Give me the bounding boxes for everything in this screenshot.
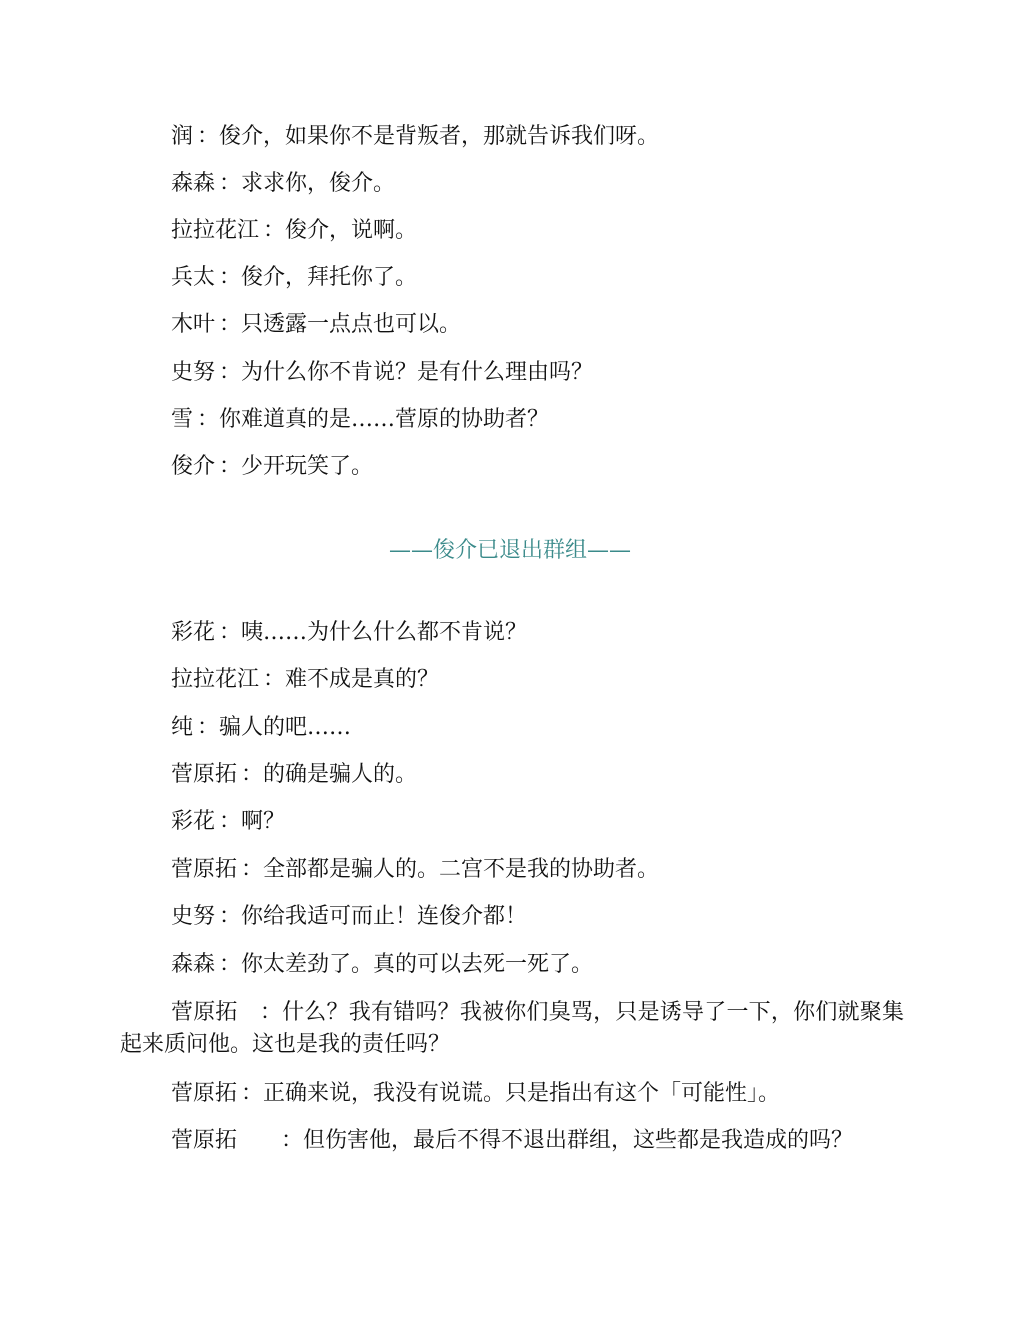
speaker-name: 森森 [171,952,216,977]
separator: ： [219,454,242,479]
separator: ： [219,312,242,337]
dialogue-text: 俊介，说啊。 [285,218,418,243]
dialogue-paragraph: 菅原拓 ：什么？我有错吗？我被你们臭骂，只是诱导了一下，你们就聚集起来质问他。这也是我的责任吗？ [120,1000,904,1057]
dialogue-line [171,122,659,152]
dialogue-text: 你给我适可而止！连俊介都！ [241,904,528,929]
speaker-name: 木叶 [171,312,216,337]
separator: ： [219,620,242,645]
speaker-name: 雪 [171,407,194,432]
separator: ： [219,809,242,834]
dialogue-line [171,618,527,648]
dialogue-text: 少开玩笑了。 [241,454,374,479]
dialogue-line [171,855,659,885]
separator: ： [241,1081,264,1106]
separator: ： [241,762,264,787]
dialogue-line [171,216,417,246]
dialogue-text: 你难道真的是……菅原的协助者？ [219,407,550,432]
separator: ： [219,171,242,196]
speaker-name: 兵太 [171,265,216,290]
speaker-name: 菅原拓 [171,857,238,882]
speaker-name: 史努 [171,360,216,385]
dialogue-line [171,902,527,932]
dialogue-line [171,950,593,980]
dialogue-line [171,452,373,482]
separator: ： [263,667,286,692]
dialogue-text: 咦……为什么什么都不肯说？ [241,620,528,645]
dialogue-text: 你太差劲了。真的可以去死一死了。 [241,952,594,977]
speaker-name: 俊介 [171,454,216,479]
dialogue-line [171,1079,780,1109]
speaker-name: 拉拉花江 [171,218,260,243]
dialogue-text: 俊介，如果你不是背叛者，那就告诉我们呀。 [219,124,660,149]
dialogue-line [171,807,285,837]
separator: ： [197,715,220,740]
speaker-name: 彩花 [171,620,216,645]
speaker-name: 菅原拓 [171,1081,238,1106]
dialogue-text: 求求你，俊介。 [241,171,396,196]
dialogue-text: 全部都是骗人的。二宫不是我的协助者。 [263,857,660,882]
separator: ： [197,407,220,432]
speaker-name: 润 [171,124,194,149]
dialogue-text: 啊？ [241,809,286,834]
separator: ： [219,265,242,290]
separator: ： [219,952,242,977]
dialogue-text: 难不成是真的？ [285,667,440,692]
separator: ： [219,904,242,929]
speaker-name: 菅原拓 [171,762,238,787]
speaker-name: 纯 [171,715,194,740]
dialogue-line [171,760,417,790]
dialogue-text: 骗人的吧…… [219,715,352,740]
dialogue-line [171,665,439,695]
speaker-name: 史努 [171,904,216,929]
speaker-name: 森森 [171,171,216,196]
dialogue-line [171,169,395,199]
dialogue-text: 为什么你不肯说？是有什么理由吗？ [241,360,594,385]
separator: ： [263,218,286,243]
separator: ： [241,857,264,882]
dialogue-text: 只透露一点点也可以。 [241,312,462,337]
speaker-name: 拉拉花江 [171,667,260,692]
dialogue-text: 正确来说，我没有说谎。只是指出有这个「可能性」。 [263,1081,781,1106]
speaker-name: 彩花 [171,809,216,834]
dialogue-line [171,263,417,293]
separator: ： [197,124,220,149]
dialogue-line [171,358,593,388]
separator: ： [219,360,242,385]
dialogue-line [171,405,549,435]
dialogue-text: 的确是骗人的。 [263,762,418,787]
dialogue-line [171,310,461,340]
dialogue-paragraph: 菅原拓 ：但伤害他，最后不得不退出群组，这些都是我造成的吗？ [171,1128,854,1153]
dialogue-text: 俊介，拜托你了。 [241,265,418,290]
dialogue-line [171,713,351,743]
left-group-notice: ——俊介已退出群组—— [388,538,631,563]
